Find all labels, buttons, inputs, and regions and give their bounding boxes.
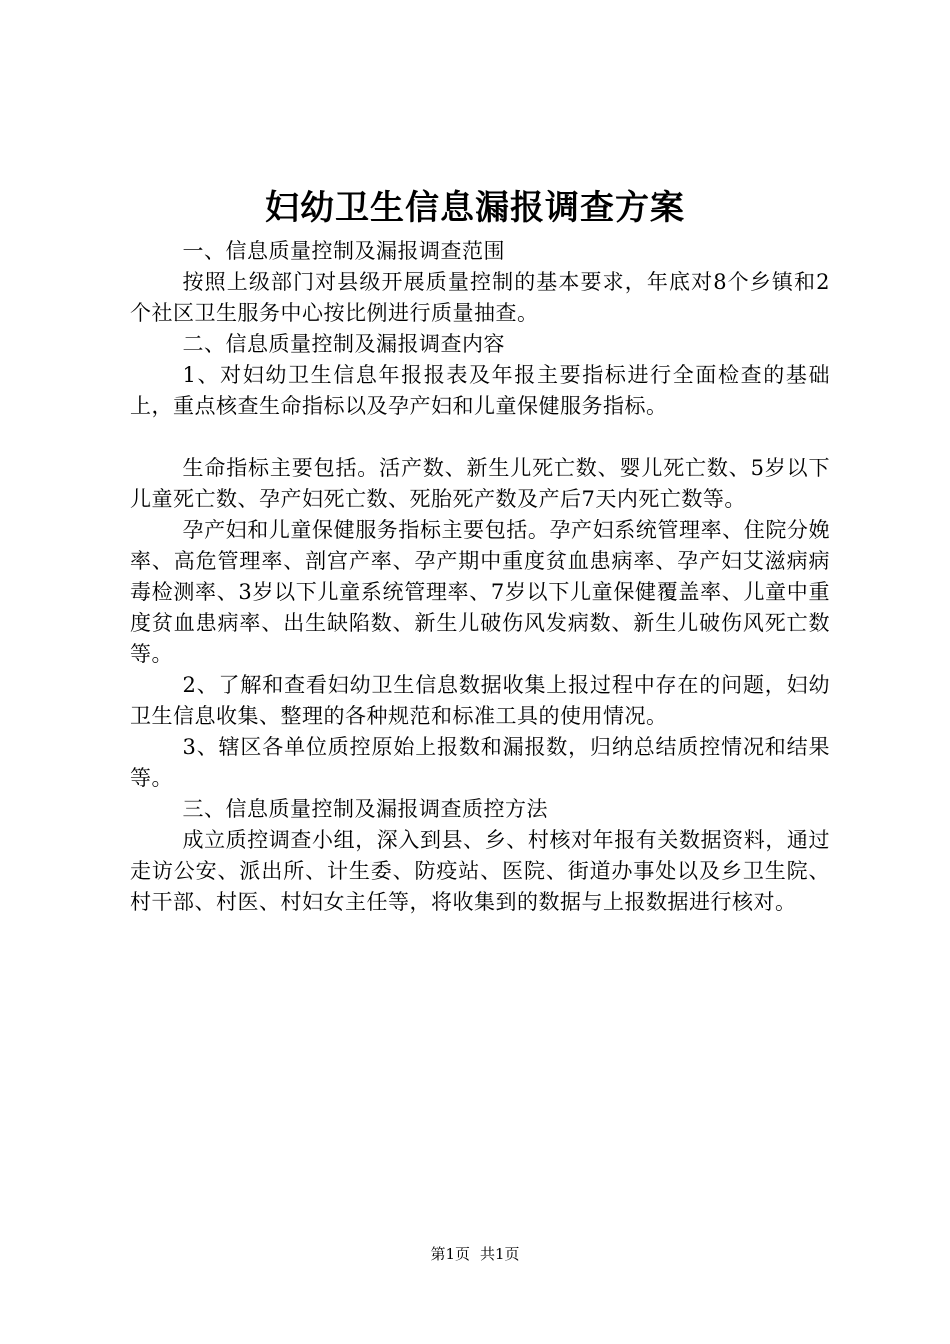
document-title: 妇幼卫生信息漏报调查方案: [265, 188, 685, 228]
document-body: [130, 236, 830, 918]
section-heading-method: 三、信息质量控制及漏报调查质控方法: [182, 797, 548, 821]
paragraph-scope: 按照上级部门对县级开展质量控制的基本要求，年底对8个乡镇和2个社区卫生服务中心按比例进行质量抽查。: [130, 270, 830, 325]
paragraph-content-item-2: 2、了解和查看妇幼卫生信息数据收集上报过程中存在的问题，妇幼卫生信息收集、整理的各种规范和标准工具的使用情况。: [130, 673, 830, 728]
page-footer: [0, 1242, 950, 1266]
paragraph-content-item-1: 1、对妇幼卫生信息年报报表及年报主要指标进行全面检查的基础上，重点核查生命指标以及孕产妇和儿童保健服务指标。: [130, 363, 830, 418]
paragraph-maternal-child-indicators: 孕产妇和儿童保健服务指标主要包括。孕产妇系统管理率、住院分娩率、高危管理率、剖宫产率、孕产期中重度贫血患病率、孕产妇艾滋病病毒检测率、3岁以下儿童系统管理率、7岁以下儿童保健覆盖率、儿童中重度贫血患病率、出生缺陷数、新生儿破伤风发病数、新生儿破伤风死亡数等。: [130, 518, 830, 666]
paragraph-content-item-3: 3、辖区各单位质控原始上报数和漏报数，归纳总结质控情况和结果等。: [130, 735, 830, 790]
paragraph-vital-indicators: 生命指标主要包括。活产数、新生儿死亡数、婴儿死亡数、5岁以下儿童死亡数、孕产妇死亡数、死胎死产数及产后7天内死亡数等。: [130, 456, 830, 511]
page-total: 共1页: [480, 1245, 520, 1263]
paragraph-method: 成立质控调查小组，深入到县、乡、村核对年报有关数据资料，通过走访公安、派出所、计生委、防疫站、医院、街道办事处以及乡卫生院、村干部、村医、村妇女主任等，将收集到的数据与上报数据进行核对。: [130, 828, 830, 914]
page-number: 第1页: [430, 1245, 470, 1263]
section-heading-content: 二、信息质量控制及漏报调查内容: [182, 332, 505, 356]
section-heading-scope: 一、信息质量控制及漏报调查范围: [182, 239, 505, 263]
